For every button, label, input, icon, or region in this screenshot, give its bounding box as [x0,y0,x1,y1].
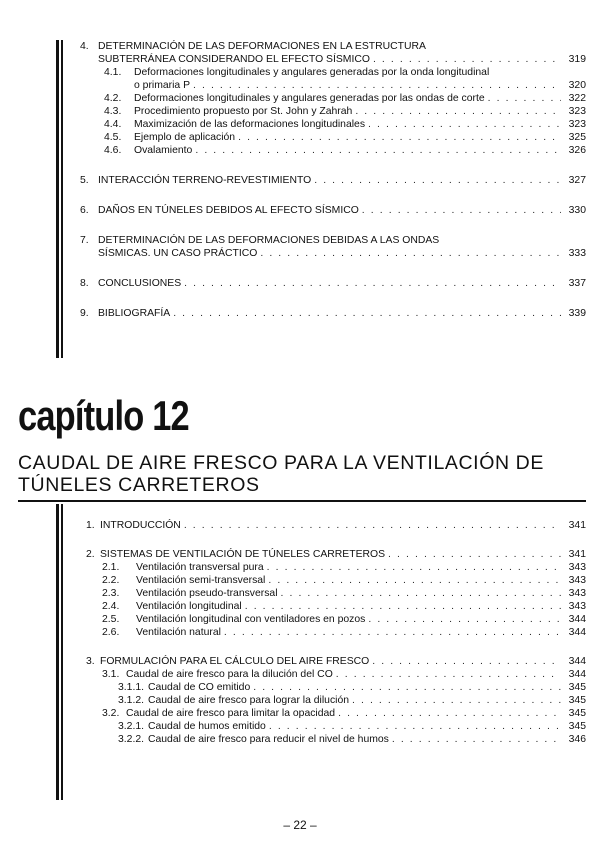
entry-title: Ventilación natural [136,627,221,638]
entry-title: Ventilación longitudinal [136,601,242,612]
entry-number: 9. [80,308,89,319]
toc-entry-3-1-2 [86,694,586,707]
dot-leader [368,613,561,626]
entry-page: 323 [568,119,586,130]
entry-title: DETERMINACIÓN DE LAS DEFORMACIONES DEBIDAS A LAS ONDAS [98,235,440,246]
entry-page: 346 [568,734,586,745]
dot-leader [193,79,561,92]
toc-entry-7-line2 [80,247,586,260]
chapter-title-line1: CAUDAL DE AIRE FRESCO PARA LA VENTILACIÓN DE [18,452,544,474]
entry-page: 337 [568,278,586,289]
entry-number: 2.2. [102,575,120,586]
entry-title: SÍSMICAS. UN CASO PRÁCTICO [98,248,258,259]
entry-number: 2.5. [102,614,120,625]
toc-entry-4-line2 [80,53,586,66]
dot-leader [184,519,561,532]
entry-number: 4.1. [104,67,122,78]
toc-entry-4-4 [80,118,586,131]
toc-bottom [86,519,586,746]
entry-title: SISTEMAS DE VENTILACIÓN DE TÚNELES CARRETEROS [100,549,386,560]
entry-number: 1. [86,520,95,531]
entry-number: 3.1.1. [118,682,144,693]
toc-entry-4-3 [80,105,586,118]
dot-leader [267,561,561,574]
entry-number: 2.3. [102,588,120,599]
entry-page: 343 [568,562,586,573]
dot-leader [184,277,561,290]
toc-entry-4-1-line2 [80,79,586,92]
toc-entry-3-2-2 [86,733,586,746]
dot-leader [392,733,561,746]
entry-title: Ejemplo de aplicación [134,132,236,143]
entry-page: 343 [568,601,586,612]
entry-title: Ventilación transversal pura [136,562,264,573]
toc-entry-1 [86,519,586,532]
entry-page: 319 [568,54,586,65]
entry-title: Ventilación pseudo-transversal [136,588,278,599]
toc-entry-4-1-line1 [80,66,586,79]
entry-title: DAÑOS EN TÚNELES DEBIDOS AL EFECTO SÍSMICO [98,205,359,216]
entry-title: Deformaciones longitudinales y angulares generadas por la onda longitudinal [134,67,490,78]
entry-title: Ovalamiento [134,145,193,156]
entry-number: 3.2.2. [118,734,144,745]
dot-leader [352,694,561,707]
entry-title: Deformaciones longitudinales y angulares generadas por las ondas de corte [134,93,485,104]
dot-leader [238,131,561,144]
entry-title: FORMULACIÓN PARA EL CÁLCULO DEL AIRE FRESCO [100,656,370,667]
dot-leader [268,574,561,587]
entry-number: 8. [80,278,89,289]
entry-number: 2.4. [102,601,120,612]
toc-entry-9 [80,307,586,320]
left-margin-bar-bottom-inner [61,504,63,800]
entry-page: 341 [568,549,586,560]
entry-title: INTERACCIÓN TERRENO-REVESTIMIENTO [98,175,312,186]
entry-number: 7. [80,235,89,246]
toc-entry-3-2 [86,707,586,720]
entry-page: 330 [568,205,586,216]
entry-page: 344 [568,656,586,667]
entry-title: CONCLUSIONES [98,278,182,289]
chapter-rule [18,500,586,502]
entry-number: 5. [80,175,89,186]
entry-title: INTRODUCCIÓN [100,520,181,531]
entry-page: 325 [568,132,586,143]
entry-number: 3.1.2. [118,695,144,706]
entry-page: 345 [568,695,586,706]
entry-title: Caudal de humos emitido [148,721,266,732]
entry-number: 3.2. [102,708,120,719]
dot-leader [269,720,561,733]
entry-title: Caudal de aire fresco para la dilución del CO [126,669,333,680]
entry-page: 339 [568,308,586,319]
entry-title: Procedimiento propuesto por St. John y Zahrah [134,106,353,117]
toc-entry-3-1-1 [86,681,586,694]
dot-leader [245,600,561,613]
entry-number: 4.6. [104,145,122,156]
dot-leader [388,548,561,561]
toc-entry-2 [86,548,586,561]
dot-leader [195,144,561,157]
entry-title: Maximización de las deformaciones longitudinales [134,119,366,130]
entry-title: BIBLIOGRAFÍA [98,308,171,319]
entry-page: 327 [568,175,586,186]
dot-leader [355,105,561,118]
left-margin-bar-top [56,40,59,358]
entry-title: Caudal de aire fresco para reducir el nivel de humos [148,734,389,745]
entry-number: 4.3. [104,106,122,117]
entry-number: 4.5. [104,132,122,143]
toc-entry-3-1 [86,668,586,681]
entry-number: 3. [86,656,95,667]
toc-entry-6 [80,204,586,217]
entry-number: 3.1. [102,669,120,680]
entry-page: 323 [568,106,586,117]
entry-number: 4. [80,41,89,52]
entry-page: 333 [568,248,586,259]
dot-leader [260,247,561,260]
entry-page: 345 [568,682,586,693]
entry-number: 3.2.1. [118,721,144,732]
entry-title: Caudal de aire fresco para limitar la opacidad [126,708,336,719]
toc-entry-2-3 [86,587,586,600]
entry-number: 4.2. [104,93,122,104]
toc-entry-4-6 [80,144,586,157]
entry-page: 344 [568,669,586,680]
dot-leader [173,307,561,320]
dot-leader [336,668,561,681]
entry-title: Caudal de aire fresco para lograr la dilución [148,695,349,706]
toc-entry-2-4 [86,600,586,613]
dot-leader [362,204,561,217]
entry-number: 6. [80,205,89,216]
toc-top [80,40,586,320]
entry-page: 320 [568,80,586,91]
entry-page: 326 [568,145,586,156]
entry-page: 345 [568,708,586,719]
dot-leader [253,681,561,694]
entry-page: 344 [568,614,586,625]
toc-entry-4-5 [80,131,586,144]
toc-entry-2-2 [86,574,586,587]
entry-title: Ventilación longitudinal con ventiladores en pozos [136,614,366,625]
entry-title: o primaria P [134,80,191,91]
entry-number: 4.4. [104,119,122,130]
toc-entry-8 [80,277,586,290]
left-margin-bar-top-inner [61,40,63,358]
left-margin-bar-bottom [56,504,59,800]
toc-entry-7-line1 [80,234,586,247]
entry-page: 341 [568,520,586,531]
toc-entry-3 [86,655,586,668]
entry-page: 343 [568,588,586,599]
dot-leader [488,92,561,105]
entry-page: 322 [568,93,586,104]
entry-number: 2.6. [102,627,120,638]
dot-leader [368,118,561,131]
dot-leader [373,53,561,66]
toc-entry-3-2-1 [86,720,586,733]
toc-entry-2-6 [86,626,586,639]
toc-entry-2-1 [86,561,586,574]
entry-page: 344 [568,627,586,638]
toc-entry-2-5 [86,613,586,626]
chapter-heading: capítulo 12 [18,392,189,439]
dot-leader [338,707,561,720]
dot-leader [224,626,561,639]
entry-title: Caudal de CO emitido [148,682,251,693]
entry-number: 2. [86,549,95,560]
toc-entry-5 [80,174,586,187]
entry-number: 2.1. [102,562,120,573]
dot-leader [314,174,561,187]
dot-leader [281,587,561,600]
entry-page: 345 [568,721,586,732]
page-number: – 22 – [283,818,317,832]
entry-title: DETERMINACIÓN DE LAS DEFORMACIONES EN LA ESTRUCTURA [98,41,426,52]
toc-entry-4-line1 [80,40,586,53]
entry-page: 343 [568,575,586,586]
entry-title: Ventilación semi-transversal [136,575,266,586]
dot-leader [372,655,561,668]
toc-entry-4-2 [80,92,586,105]
chapter-title [18,452,544,496]
entry-title: SUBTERRÁNEA CONSIDERANDO EL EFECTO SÍSMICO [98,54,370,65]
chapter-title-line2: TÚNELES CARRETEROS [18,474,260,496]
